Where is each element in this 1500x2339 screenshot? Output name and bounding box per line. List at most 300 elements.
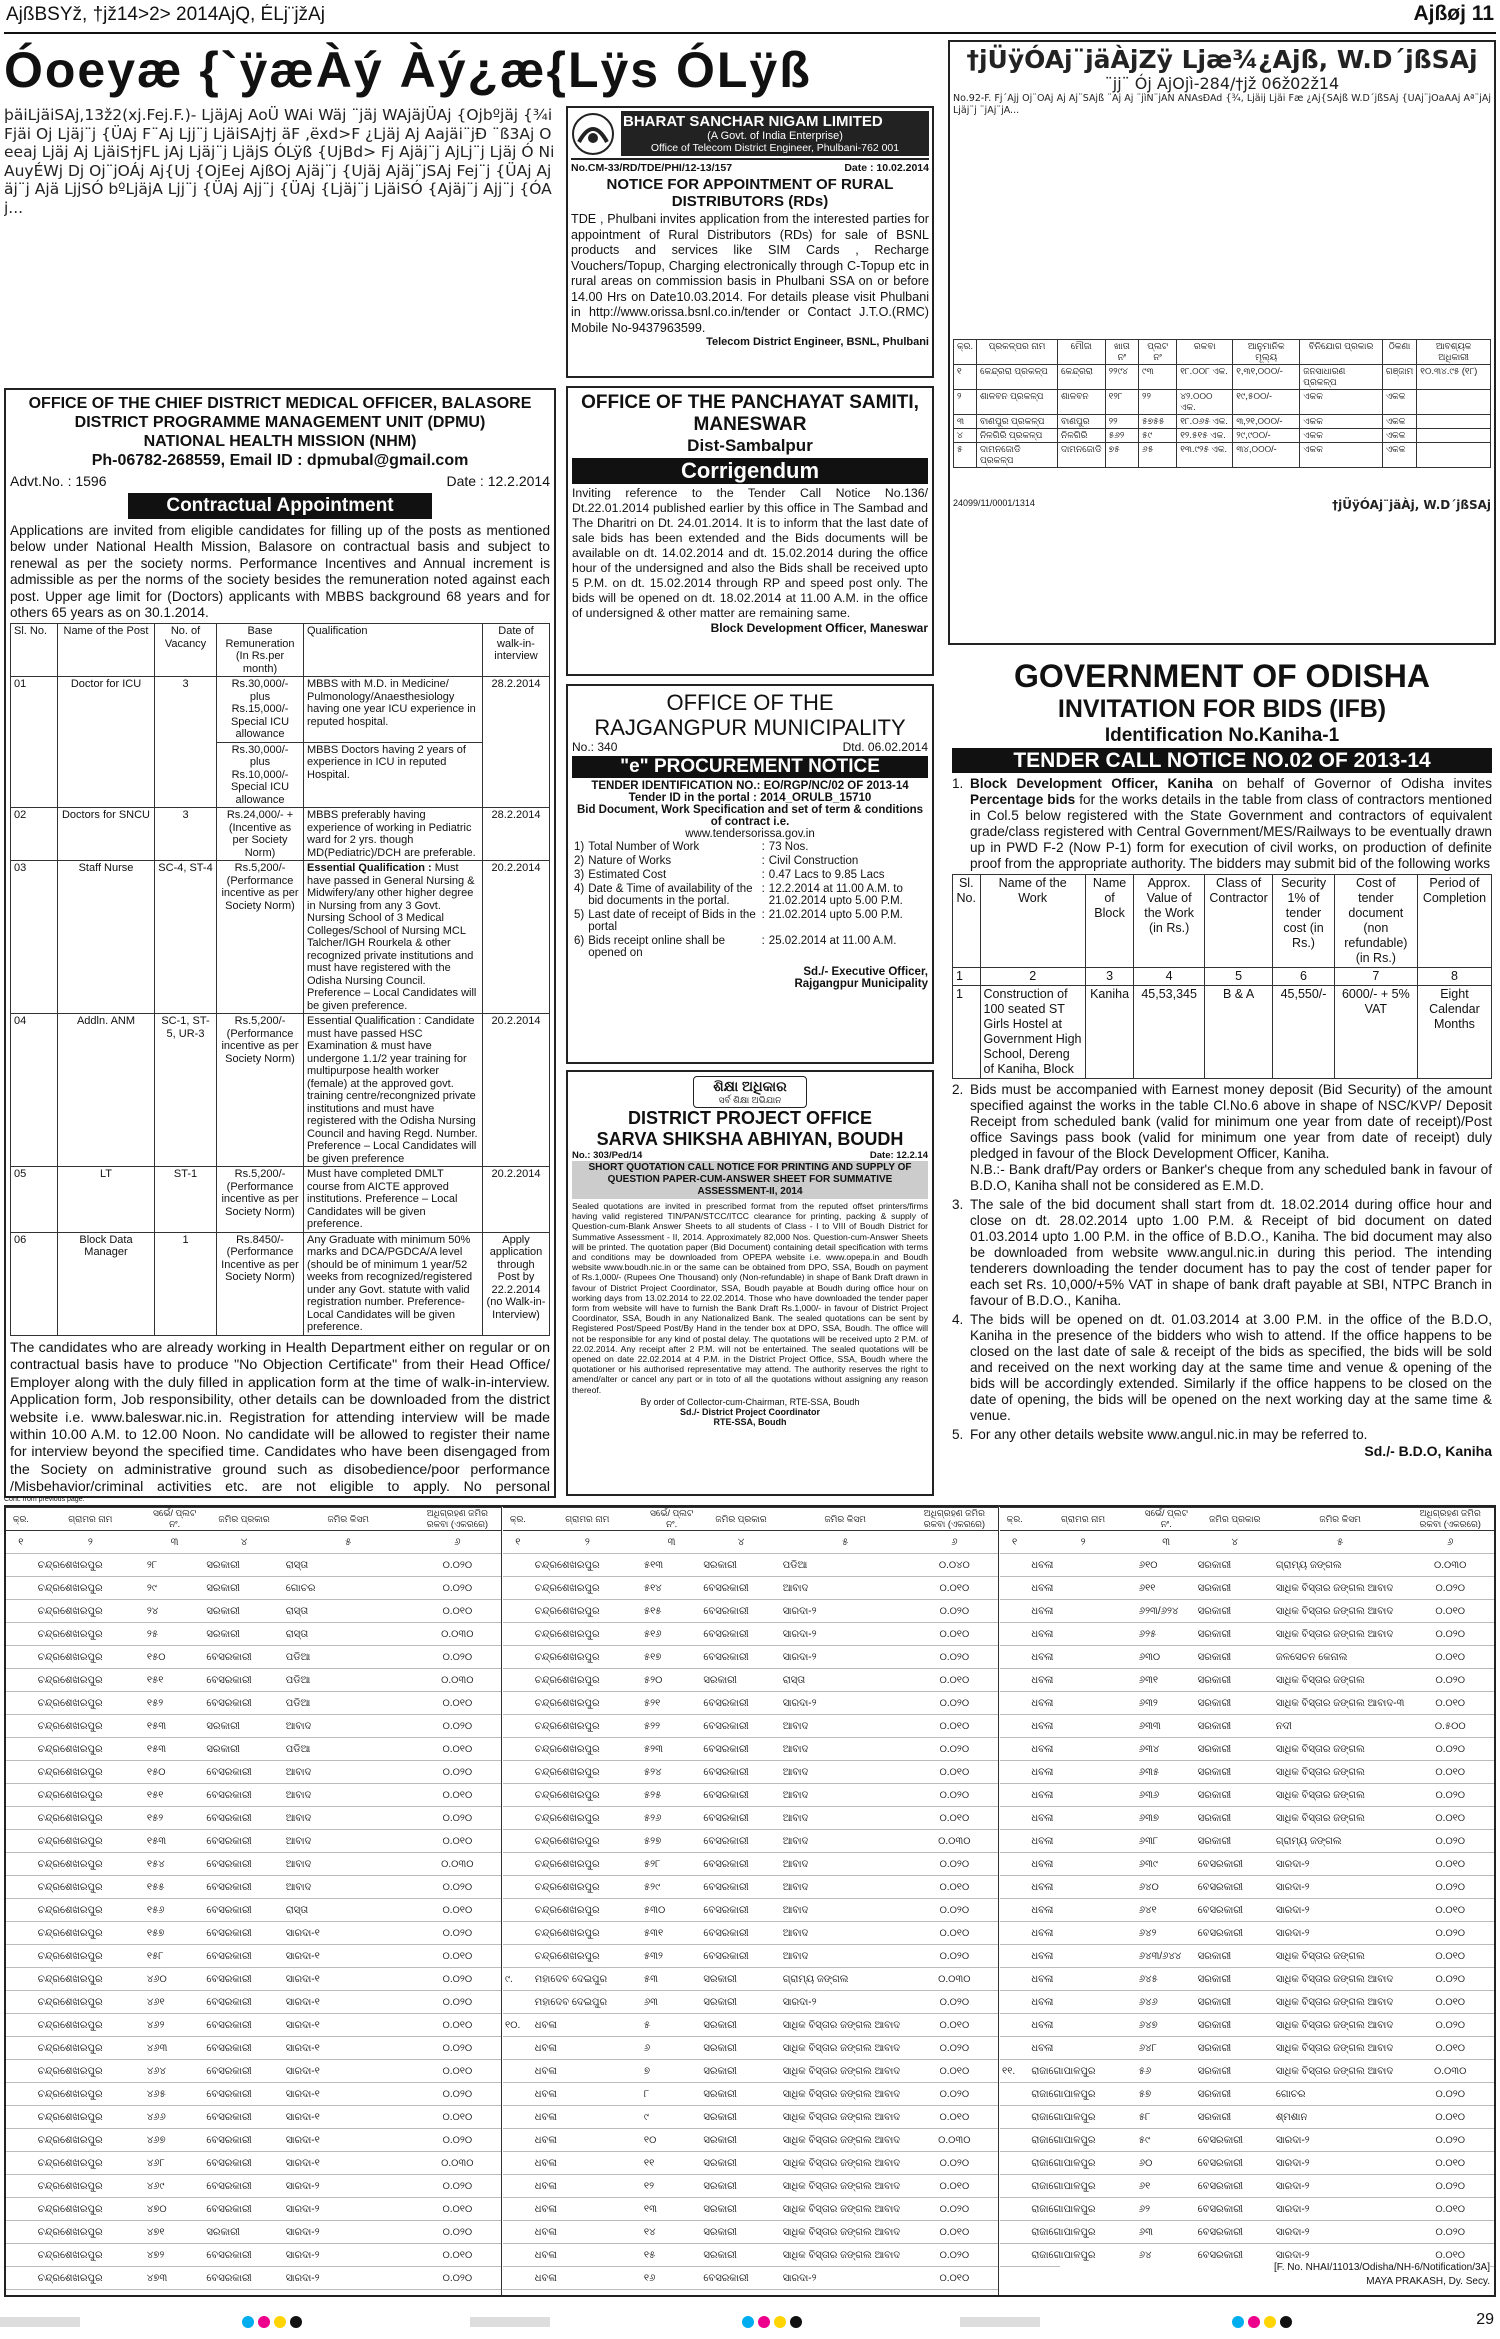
cdmo-th-vac: No. of Vacancy <box>155 624 217 677</box>
land-cell <box>6 2083 36 2106</box>
land-cell: ସରକାରୀ <box>701 2152 780 2175</box>
cdmo-r4-date: 20.2.2014 <box>483 1014 550 1167</box>
cdmo-r2-date: 28.2.2014 <box>483 808 550 861</box>
land-cell: ୦.୦୧୦ <box>910 2106 999 2129</box>
land-cell: ସରକାରୀ <box>1196 1807 1274 1830</box>
env-cell: ୫୯ <box>1139 429 1177 443</box>
land-cell: ୦.୦୧୦ <box>910 1669 999 1692</box>
land-cell: ସାଧିକ ବିସ୍ତାର ଜଙ୍ଗଲ ଆବାଦ <box>1274 2060 1407 2083</box>
land-row <box>1000 1807 1494 1830</box>
cdmo-l1: OFFICE OF THE CHIEF DISTRICT MEDICAL OFFICER, BALASORE <box>28 395 532 412</box>
land-row <box>503 1899 999 1922</box>
odisha-cell: 45,53,345 <box>1134 986 1205 1079</box>
cdmo-r1-qual: MBBS with M.D. in Medicine/ Pulmonology/Anaesthesiology having one year ICU experience in reputed hospital. <box>304 677 483 743</box>
land-row <box>1000 1692 1494 1715</box>
land-cell: ସାରଦା-୨ <box>284 2244 413 2267</box>
land-th: ଗ୍ରାମର ନାମ <box>1029 1508 1136 1531</box>
env-th: ମୌଜା <box>1058 340 1106 365</box>
land-cell: ସରକାରୀ <box>1196 2037 1274 2060</box>
land-cell <box>503 1761 533 1784</box>
cdmo-r5-post: LT <box>58 1167 155 1233</box>
land-num: ୧ <box>503 1531 533 1554</box>
land-cell: ୦.୦୨୦ <box>910 2083 999 2106</box>
land-cell: ଧବଳା <box>533 2014 642 2037</box>
rajgangpur-cell: 3) <box>574 869 585 881</box>
land-cell: ସାଧିକ ବିସ୍ତାର ଜଙ୍ଗଲ <box>1274 1738 1407 1761</box>
land-cell: ସାଧିକ ବିସ୍ତାର ଜଙ୍ଗଲ ଆବାଦ <box>1274 2014 1407 2037</box>
land-cell: ରାଜାଗୋପାଳପୁର <box>1029 2175 1136 2198</box>
land-row <box>6 1692 502 1715</box>
land-cell: ଚନ୍ଦ୍ରଶେଖରପୁର <box>36 1922 145 1945</box>
env-cell: ଏକକ <box>1382 390 1417 415</box>
land-cell: ସାରଦା-୨ <box>1274 2198 1407 2221</box>
land-row <box>1000 1922 1494 1945</box>
bsnl-sub: (A Govt. of India Enterprise) <box>707 130 843 142</box>
land-cell: ଚନ୍ଦ୍ରଶେଖରପୁର <box>533 1807 642 1830</box>
land-cell: ସରକାରୀ <box>1196 1991 1274 2014</box>
odisha-l1: GOVERNMENT OF ODISHA <box>1013 658 1430 694</box>
land-cell: ବେସରକାରୀ <box>204 1876 283 1899</box>
land-num-row <box>1000 1531 1494 1554</box>
land-cell: ଧବଳା <box>533 2267 642 2290</box>
bsnl-notice <box>566 106 934 378</box>
land-cell: ବେସରକାରୀ <box>1196 2152 1274 2175</box>
land-cell <box>503 1646 533 1669</box>
land-cell: ଚନ୍ଦ୍ରଶେଖରପୁର <box>533 1692 642 1715</box>
land-cell: ସରକାରୀ <box>1196 1968 1274 1991</box>
odisha-num: 2 <box>980 968 1085 986</box>
land-cell: ୦.୦୨୦ <box>413 1715 502 1738</box>
land-cell: ଗ୍ରାମ୍ୟ ଜଙ୍ଗଲ <box>781 1968 910 1991</box>
env-th: ଆବଶ୍ୟକ ଅଧିକାରୀ <box>1417 340 1491 365</box>
env-cell: ଏକକ <box>1300 390 1383 415</box>
ssa-logo <box>693 1076 807 1108</box>
land-cell <box>503 2221 533 2244</box>
land-cell: ସରକାରୀ <box>1196 2083 1274 2106</box>
land-cell: ୧୫ <box>642 2244 702 2267</box>
env-cell: ୧୮.୦୦୮ ଏକ. <box>1177 365 1233 390</box>
land-cell: ସରକାରୀ <box>1196 1646 1274 1669</box>
land-cell: ଧବଳା <box>1029 1715 1136 1738</box>
rajgangpur-no: No.: 340 <box>572 740 618 754</box>
land-cell <box>145 2290 205 2296</box>
env-cell: ଶାଳବନ ପ୍ରକଳ୍ପ <box>976 390 1057 415</box>
land-cell: ସାରଦା-୧ <box>284 2083 413 2106</box>
odisha-table <box>952 874 1492 1079</box>
land-cell: ୨୮ <box>145 1554 205 1577</box>
land-cell: ୦.୦୨୦ <box>910 1646 999 1669</box>
header-rule <box>4 32 1496 34</box>
land-row <box>6 1945 502 1968</box>
land-row <box>1000 2152 1494 2175</box>
env-cell: ୩ <box>954 415 977 429</box>
land-cell: ସାଧିକ ବିସ୍ତାର ଜଙ୍ଗଲ ଆବାଦ <box>781 2060 910 2083</box>
land-row <box>6 1991 502 2014</box>
land-cell: ୬ <box>642 2037 702 2060</box>
land-row <box>1000 1761 1494 1784</box>
land-cell: ଚନ୍ଦ୍ରଶେଖରପୁର <box>36 1991 145 2014</box>
land-cell: ଧବଳା <box>1029 1922 1136 1945</box>
land-cell: ୪୬୪ <box>145 2060 205 2083</box>
land-row <box>1000 1853 1494 1876</box>
land-cell: ୦.୦୨୦ <box>413 1991 502 2014</box>
land-cell: ସରକାରୀ <box>701 2244 780 2267</box>
land-row <box>503 1623 999 1646</box>
land-cell: ସରକାରୀ <box>1196 1784 1274 1807</box>
land-cell: ୬୩୩ <box>1137 1715 1196 1738</box>
land-cell: ଚନ୍ଦ୍ରଶେଖରପୁର <box>36 1853 145 1876</box>
land-cell: ଧବଳା <box>1029 1807 1136 1830</box>
land-cell: ଚନ୍ଦ୍ରଶେଖରପୁର <box>36 1830 145 1853</box>
land-cell: ୦.୦୩୦ <box>413 1853 502 1876</box>
cdmo-r6-vac: 1 <box>155 1232 217 1335</box>
land-cell: ୦.୦୧୦ <box>413 1945 502 1968</box>
land-cell: ୬୨ <box>1137 2198 1196 2221</box>
land-cell: ୬୩୪ <box>1137 1738 1196 1761</box>
land-cell <box>781 2290 910 2296</box>
env-cell: ଏକକ <box>1300 443 1383 468</box>
land-row <box>503 2014 999 2037</box>
panchayat-body: Inviting reference to the Tender Call Notice No.136/ Dt.22.01.2014 published earlier by this office in The Sambad and The Dharitri on Dt. 24.01.2014. It is to inform that the last date of sale bids has been extended and the Bids documents will be available on dt. 14.02.2014 and dt. 15.02.2014 during the office hour of the undersigned and also the Bids shall be received upto 5 P.M. on dt. 15.02.2014 through RP and speed post only. The bids will be opened on dt. 18.02.2014 at 11.00 A.M. in the office of undersigned & other matter are remaining same. <box>572 486 928 620</box>
land-cell: ଚନ୍ଦ୍ରଶେଖରପୁର <box>36 1600 145 1623</box>
bsnl-body: TDE , Phulbani invites application from the interested parties for appointment of Rural Distributors (RDs) for sale of BSNL products and services like SIM Cards , Recharge Vouchers/Topup, Charging electronically through C-Topup etc in rural areas on commission basis in Phulbani SSA on or before 14.00 Hrs on Date10.03.2014. For details please visit Phulbani in http://www.orissa.bsnl.co.in/tender or Contact J.T.O.(RMC) Mobile No-9437963599. <box>571 212 929 335</box>
land-cell: ୬୩୧ <box>1137 1669 1196 1692</box>
land-cell: ୦.୦୧୦ <box>910 2014 999 2037</box>
env-row <box>954 390 1491 415</box>
land-cell: ରାଜାଗୋପାଳପୁର <box>1029 2060 1136 2083</box>
land-cell: ପଡିଆ <box>781 1554 910 1577</box>
land-cell: ବେସରକାରୀ <box>701 1761 780 1784</box>
land-cell: ୭ <box>642 2060 702 2083</box>
land-cell: ଧବଳା <box>533 2175 642 2198</box>
banner-text: þäiLjäiSAj,13ž2(xj.Fej.F.)- LjäjAj AoÜ WAi Wäj ¨jäj WAjäjÜAj {Ojbºjäj {¾iFjäi Oj Ljäj¨j {ÜAj F¨Aj Ljj¨j LjäiSAj†j äF ‚ëxd>F ¿Ljäj Aj Aajäi¨jÐ ¨ß3Aj Oeeaj Ljäj Aj LjäiS†jFL jAj Ljäj¨j LjäjS ÓLÿß {UjBd> Fj Ajäj¨j AjLj¨j Ljäj Ó Ni AuyÉWj Dj Oj¨jOÁj Aj{Uj {OjEej AjßOj Ajäj¨j {Ujäj Ajäj¨jSAj Fej¨j {ÜAj Ajäj¨j Ajä LjjSÓ bºLjäjA Ljj¨j {ÜAj Ajj¨j {ÜAj {Ljäj¨j LjäiSÓ {Ajäj¨j Ajj¨j {ÓAj... <box>4 106 555 217</box>
land-cell: ସରକାରୀ <box>701 2198 780 2221</box>
cdmo-th-date: Date of walk-in-interview <box>483 624 550 677</box>
panchayat-notice <box>566 386 934 676</box>
land-cell: ୦.୦୧୦ <box>413 1600 502 1623</box>
land-cell <box>6 2037 36 2060</box>
land-cell: ୬୩୨ <box>1137 1692 1196 1715</box>
land-cell: ଚନ୍ଦ୍ରଶେଖରପୁର <box>533 1554 642 1577</box>
land-row <box>6 2244 502 2267</box>
land-cell: ୫୨୬ <box>642 1807 702 1830</box>
land-cell <box>1000 2221 1029 2244</box>
land-cell: ବେସରକାରୀ <box>204 1784 283 1807</box>
land-cell: ବେସରକାରୀ <box>1196 2175 1274 2198</box>
cdmo-contact: Ph-06782-268559, Email ID : dpmubal@gmail.com <box>91 452 469 469</box>
rajgangpur-date: Dtd. 06.02.2014 <box>842 740 928 754</box>
rajgangpur-cell: : <box>761 909 765 921</box>
land-cell: ୦.୦୨୦ <box>910 1738 999 1761</box>
rajgangpur-bar: "e" PROCUREMENT NOTICE <box>572 756 928 778</box>
env-cell <box>1417 429 1491 443</box>
land-cell: ୦.୦୩୦ <box>910 1830 999 1853</box>
land-cell: ସରକାରୀ <box>701 2106 780 2129</box>
rajgangpur-l1: OFFICE OF THE <box>666 690 834 715</box>
land-cell <box>6 1600 36 1623</box>
land-cell: ୦.୦୨୦ <box>413 1577 502 1600</box>
panchayat-l2: Dist-Sambalpur <box>687 436 813 455</box>
odisha-cell: Construction of 100 seated ST Girls Hostel at Government High School, Dereng of Kaniha, Block <box>980 986 1085 1079</box>
land-cell <box>6 1968 36 1991</box>
odisha-nb: N.B.:- Bank draft/Pay orders or Banker's cheque from any scheduled bank in favour of B.D.O, Kaniha shall not be considered as E.M.D. <box>970 1162 1492 1193</box>
land-cell: ୦.୦୨୦ <box>1406 1623 1494 1646</box>
land-cell: ୦.୦୩୦ <box>910 1968 999 1991</box>
land-cell: ୬୨୫ <box>1137 1623 1196 1646</box>
land-cell: ବେସରକାରୀ <box>204 2014 283 2037</box>
land-cell: ୦.୦୩୦ <box>1406 2060 1494 2083</box>
land-cell: ସାଧିକ ବିସ୍ତାର ଜଙ୍ଗଲ ଆବାଦ <box>781 2152 910 2175</box>
land-cell: ରାଜାଗୋପାଳପୁର <box>1029 2244 1136 2267</box>
land-cell: ସାରଦା-୨ <box>1274 2175 1407 2198</box>
land-cell: ୬୨୩/୬୨୪ <box>1137 1600 1196 1623</box>
land-cell <box>6 2014 36 2037</box>
land-num: ୩ <box>1137 1531 1196 1554</box>
land-cell: ବେସରକାରୀ <box>1196 1876 1274 1899</box>
land-cell: ଚନ୍ଦ୍ରଶେଖରପୁର <box>533 1600 642 1623</box>
land-cell: ୪୭୩ <box>145 2267 205 2290</box>
land-cell: ୬୪୭ <box>1137 2014 1196 2037</box>
land-row <box>6 1899 502 1922</box>
land-cell: ୦.୦୧୦ <box>910 2221 999 2244</box>
land-cell: ଧବଳା <box>1029 1577 1136 1600</box>
land-cell <box>6 1784 36 1807</box>
env-cell: ୧୩.୯୨୫ ଏକ. <box>1177 443 1233 468</box>
land-cell: ପଡିଆ <box>284 1692 413 1715</box>
land-th: ଜମିର କିସମ <box>284 1508 413 1531</box>
land-cell: ବେସରକାରୀ <box>1196 1899 1274 1922</box>
odisha-p1d: for the works details in the table from class of contractors mentioned in Col.5 below registered with the State Government and contractors of equivalent grade/class registered with Central Government/MES/Railways to be eventually drawn up in PWD F-2 (Now P-1) form for execution of civil works, on production of definite proof from the appropriate authority. The bidders may submit bid of the following works <box>970 792 1493 871</box>
land-cell: ସାରଦା-୨ <box>284 2198 413 2221</box>
land-cell: ବେସରକାରୀ <box>701 1899 780 1922</box>
land-cell: ବେସରକାରୀ <box>701 1738 780 1761</box>
land-cell <box>503 1669 533 1692</box>
land-cell: ୫୨୭ <box>642 1830 702 1853</box>
land-row <box>6 1807 502 1830</box>
rajgangpur-cell: 25.02.2014 at 11.00 A.M. <box>768 935 897 947</box>
land-cell: ଧବଳା <box>1029 1853 1136 1876</box>
odisha-bar: TENDER CALL NOTICE NO.02 OF 2013-14 <box>952 748 1492 773</box>
cdmo-r5-sl: 05 <box>11 1167 58 1233</box>
land-cell: ସାଧିକ ବିସ୍ତାର ଜଙ୍ଗଲ ଆବାଦ <box>781 2221 910 2244</box>
land-cell: ୦.୦୧୦ <box>1406 1646 1494 1669</box>
land-row <box>503 1784 999 1807</box>
land-cell: ୬୩୫ <box>1137 1761 1196 1784</box>
land-cell <box>1000 1991 1029 2014</box>
registration-dots-icon <box>240 2313 320 2331</box>
land-cell <box>503 2244 533 2267</box>
land-cell: ୪୭୨ <box>145 2244 205 2267</box>
cdmo-r5-rem: Rs.5,200/- (Performance incentive as per Society Norm) <box>217 1167 304 1233</box>
land-cell: ୦.୦୨୦ <box>413 1761 502 1784</box>
land-cell: ବେସରକାରୀ <box>204 2106 283 2129</box>
land-cell: ୫୮ <box>1137 2106 1196 2129</box>
land-cell: ସରକାରୀ <box>204 1738 283 1761</box>
land-row <box>503 2037 999 2060</box>
bsnl-date: Date : 10.02.2014 <box>844 162 929 174</box>
land-row <box>503 1554 999 1577</box>
land-th: ଗ୍ରାମର ନାମ <box>533 1508 642 1531</box>
env-cell: ୩୪,୦୦୦/- <box>1233 443 1300 468</box>
land-cell <box>503 2152 533 2175</box>
land-cell: ସାରଦା-୨ <box>781 1646 910 1669</box>
land-cell: ୦.୦୨୦ <box>413 1922 502 1945</box>
land-cell <box>503 1715 533 1738</box>
land-cell: ଧବଳା <box>1029 1738 1136 1761</box>
land-cell: ବେସରକାରୀ <box>701 1876 780 1899</box>
col-divider-1 <box>501 1505 502 2295</box>
land-cell <box>503 1554 533 1577</box>
land-cell: ବେସରକାରୀ <box>701 1715 780 1738</box>
page-header-right: Ajßøj 11 <box>1413 2 1494 25</box>
land-cell: ବେସରକାରୀ <box>204 2175 283 2198</box>
land-cell <box>503 1738 533 1761</box>
cdmo-r1-post: Doctor for ICU <box>58 677 155 808</box>
land-cell <box>503 2060 533 2083</box>
odisha-th: Sl. No. <box>953 875 981 968</box>
land-cell: ବେସରକାରୀ <box>204 1830 283 1853</box>
land-cell: ଧବଳା <box>1029 1761 1136 1784</box>
land-row <box>6 2129 502 2152</box>
land-row <box>6 1600 502 1623</box>
grey-bar <box>0 2317 80 2327</box>
land-cell: ରାଜାଗୋପାଳପୁର <box>1029 2106 1136 2129</box>
land-cell <box>1000 1669 1029 1692</box>
land-cell: ଧବଳା <box>1029 1968 1136 1991</box>
cdmo-r3-rem: Rs.5,200/- (Performance incentive as per Society Norm) <box>217 861 304 1014</box>
land-cell: ବେସରକାରୀ <box>204 2198 283 2221</box>
env-cell <box>1417 415 1491 429</box>
land-cell: ଧବଳା <box>533 2106 642 2129</box>
bsnl-title: NOTICE FOR APPOINTMENT OF RURAL DISTRIBUTORS (RDs) <box>606 176 894 210</box>
land-cell: ବେସରକାରୀ <box>204 1853 283 1876</box>
land-row <box>503 2152 999 2175</box>
odisha-cell: Kaniha <box>1085 986 1133 1079</box>
cdmo-footer: The candidates who are already working in Health Department either on regular or on contractual basis have to produce "No Objection Certificate" from their Head Office/ Employer along with the duly filled in application form at the time of walk-in-interview. Application form, Job responsibility, other details can be downloaded from the district website i.e. www.baleswar.nic.in. Registration for attending interview will be made within 10.00 A.M. to 12.00 Noon. No candidate will be allowed to register their name for interview beyond the specified time. Candidates who have been disengaged from the Society on administrative ground such as disobedience/poor performance /Misbehavior/criminal activities etc. are not eligible to apply. No personal <box>10 1339 550 1496</box>
land-cell: ୦.୦୪୦ <box>910 1554 999 1577</box>
land-th: ଗ୍ରାମର ନାମ <box>36 1508 145 1531</box>
land-cell <box>503 2106 533 2129</box>
land-foot2: MAYA PRAKASH, Dy. Secy. <box>1060 2276 1490 2290</box>
land-cell: ଆବାଦ <box>284 1715 413 1738</box>
land-cell: ସରକାରୀ <box>1196 1738 1274 1761</box>
land-cell: ୫୭ <box>1137 2083 1196 2106</box>
bsnl-logo-icon <box>571 112 615 156</box>
land-cell: ୦.୦୧୦ <box>1406 2198 1494 2221</box>
registration-strip <box>0 2305 1500 2339</box>
land-cell: ସାଧିକ ବିସ୍ତାର ଜଙ୍ଗଲ ଆବାଦ <box>1274 1623 1407 1646</box>
env-cell: ଜନସାଧାରଣ ପ୍ରକଳ୍ପ <box>1300 365 1383 390</box>
land-cell: ସାଧିକ ବିସ୍ତାର ଜଙ୍ଗଲ ଆବାଦ <box>781 2198 910 2221</box>
cdmo-r2-qual: MBBS preferably having experience of working in Pediatric ward for 2 yrs. though MD(Pediatric)/DCH are preferable. <box>304 808 483 861</box>
land-cell <box>1000 1738 1029 1761</box>
land-cell: ୦.୦୧୦ <box>1406 1853 1494 1876</box>
land-cell: ୦.୦୧୦ <box>1406 2152 1494 2175</box>
rajgangpur-l2: RAJGANGPUR MUNICIPALITY <box>594 715 906 740</box>
env-cell: ୧୮.୦୬୫ ଏକ. <box>1177 415 1233 429</box>
grey-bar <box>470 2317 550 2327</box>
land-num: ୨ <box>533 1531 642 1554</box>
env-cell: ୨୨ <box>1105 415 1138 429</box>
land-cell <box>503 1577 533 1600</box>
land-cell: ୦.୦୧୦ <box>910 2175 999 2198</box>
land-cell: ଆବାଦ <box>284 1853 413 1876</box>
land-cell <box>503 2083 533 2106</box>
ssa-by: By order of Collector-cum-Chairman, RTE-SSA, Boudh <box>640 1396 860 1407</box>
land-cell: ୧୦. <box>503 2014 533 2037</box>
land-cell: ଚନ୍ଦ୍ରଶେଖରପୁର <box>36 1945 145 1968</box>
land-cell <box>1000 1830 1029 1853</box>
land-cell <box>1000 2106 1029 2129</box>
land-cell: ଚନ୍ଦ୍ରଶେଖରପୁର <box>533 1853 642 1876</box>
land-cell: ୫ <box>642 2014 702 2037</box>
land-cell: ୪୬୩ <box>145 2037 205 2060</box>
land-num: ୫ <box>284 1531 413 1554</box>
land-cell: ୦.୦୩୦ <box>910 2129 999 2152</box>
env-th: ରକବା <box>1177 340 1233 365</box>
odisha-p4: The bids will be opened on dt. 01.03.2014 at 3.00 P.M. in the office of the B.D.O, Kaniha in the presence of the bidders who wish to attend. If the office happens to be closed on the last date of sale & receipt of the bids as specified, the bids will be sold and received on the next working day at the same time and venue & opening of the bids will be accordingly extended. Similarly if the office happens to be closed on the date of opening, the bids will be opened on the next working day at the same time & venue. <box>970 1312 1492 1423</box>
odisha-p2: Bids must be accompanied with Earnest money deposit (Bid Security) of the amount specified against the works in the table Cl.No.6 above in shape of NSC/KVP/ Deposit Receipt from scheduled bank (valid for minimum one year from date of receipt)/Post office Savings pass book (valid for minimum one year from date of receipt) duly pledged in favour of the Block Development Officer, Kaniha. <box>970 1082 1492 1161</box>
odisha-signature: Sd./- B.D.O, Kaniha <box>1364 1443 1492 1459</box>
col-divider-2 <box>998 1505 999 2295</box>
land-row <box>1000 1830 1494 1853</box>
land-cell <box>6 1853 36 1876</box>
land-cell <box>503 1853 533 1876</box>
cdmo-r4-vac: SC-1, ST-5, UR-3 <box>155 1014 217 1167</box>
env-cell: ୯୩ <box>1139 365 1177 390</box>
land-row <box>6 1623 502 1646</box>
odisha-th: Name of Block <box>1085 875 1133 968</box>
land-cell: ଧବଳା <box>1029 1646 1136 1669</box>
land-row <box>503 1646 999 1669</box>
land-cell: ଆବାଦ <box>284 1784 413 1807</box>
ssa-logo-sub: ସର୍ବ ଶିକ୍ଷା ଅଭିଯାନ <box>718 1095 782 1105</box>
land-cell: ୦.୦୨୦ <box>1406 2175 1494 2198</box>
land-cell: ବେସରକାରୀ <box>701 2267 780 2290</box>
env-row <box>954 443 1491 468</box>
land-cell <box>1000 1646 1029 1669</box>
land-cell: ସାଧିକ ବିସ୍ତାର ଜଙ୍ଗଲ ଆବାଦ-୩ <box>1274 1692 1407 1715</box>
land-cell: ୬୩୮ <box>1137 1830 1196 1853</box>
land-cell: ବେସରକାରୀ <box>204 2244 283 2267</box>
env-cell: ୪ <box>954 429 977 443</box>
land-cell: ୦.୦୨୦ <box>1406 1876 1494 1899</box>
cdmo-r1b-rem: Rs.30,000/- plus Rs.10,000/- Special ICU allowance <box>217 742 304 808</box>
land-cell: ବେସରକାରୀ <box>701 1922 780 1945</box>
land-cell: ୦.୦୧୦ <box>1406 2244 1494 2267</box>
land-cell: ୦.୦୨୦ <box>910 1784 999 1807</box>
land-cell: ସରକାରୀ <box>204 1600 283 1623</box>
land-cell: ସାରଦା-୨ <box>781 1600 910 1623</box>
land-row <box>503 1600 999 1623</box>
cdmo-intro: Applications are invited from eligible candidates for filling up of the posts as mentioned below under National Health Mission, Balasore on contractual basis and subject to renewal as per the society norms. Performance Incentives and Annual increment is admissible as per the norms of the society besides the remuneration noted against each post. Upper age limit for (Doctors) applicants with MBBS background 68 years and for others 65 years as on 30.1.2014. <box>10 523 550 621</box>
land-table-wrap <box>4 1505 1496 2297</box>
land-cell: ୧୫୩ <box>145 1715 205 1738</box>
land-cell <box>503 1600 533 1623</box>
land-cell: ୪୬୯ <box>145 2175 205 2198</box>
land-row <box>503 1692 999 1715</box>
bsnl-signature: Telecom District Engineer, BSNL, Phulbani <box>706 336 929 348</box>
env-th: ଖାତା ନଂ <box>1105 340 1138 365</box>
env-th: ପ୍ରକଳ୍ପର ନାମ <box>976 340 1057 365</box>
land-cell <box>1000 1692 1029 1715</box>
land-cell: ଚନ୍ଦ୍ରଶେଖରପୁର <box>36 2037 145 2060</box>
land-cell: ଚନ୍ଦ୍ରଶେଖରପୁର <box>533 1922 642 1945</box>
land-th: ଅଧିଗ୍ରହଣ ଜମିର ରକବା (ଏକରରେ) <box>1406 1508 1494 1531</box>
ssa-body: Sealed quotations are invited in prescribed format from the reputed offset printers/firms having valid registered TIN/PAN/STCC/ITCC clearance for printing, packing & supply of Question-cum-Blank Answer Sheets to all students of Class - I to VIII of Boudh District for Summative Assessment - II, 2014. Approximately 82,000 Nos. Question-cum-Answer Sheets will be printed. The quotation paper (Bid Document) containing detail specification with terms and conditions may be downloaded from OPEPA website i.e. www.opepa.in and Boudh website www.boudh.nic.in or the same can be obtained from DPO, SSA, Boudh on payment of Rs.1,000/- (Rupees One Thousand) only (Non-refundable) in shape of Bank Draft drawn in favour of District Project Coordinator, SSA, Boudh payable at Boudh during office hour on working days from 13.02.2014 to 22.02.2014. Those who have downloaded the tender paper form from website will have to furnish the Bank Draft Rs.1,000/- in favour of District Project Coordinator, SSA, Boudh in any Nationalized Bank. The sealed quotations can be sent by Registered Post/Speed Post/By Hand in the tender box at DPO, SSA, Boudh. The office will not be responsible for any kind of postal delay. The quotations will be received upto 2 P.M. of 22.02.2014. Any receipt after 2 P.M. will not be entertained. The sealed quotations will be opened on date 22.02.2014 at 4 P.M. in the District Project Office, SSA, Boudh where the quotationer or his authorised representative may attend. The authority reserves the right to amend/alter or cancel any part or in toto of all the quotations without assigning any reason thereof. <box>572 1201 928 1395</box>
land-cell <box>1000 1715 1029 1738</box>
cdmo-r3-qual: Must have passed in General Nursing & Midwifery/any other higher degree in Nursing from any 3 Govt. Nursing School of 3 Medical Colleges/School of Nursing MCL Talcher/IGH Rourkela & other recognized private institutions and must have registered with the Odisha Nursing Council. Preference – Local Candidates will be given preference. <box>307 862 477 1012</box>
